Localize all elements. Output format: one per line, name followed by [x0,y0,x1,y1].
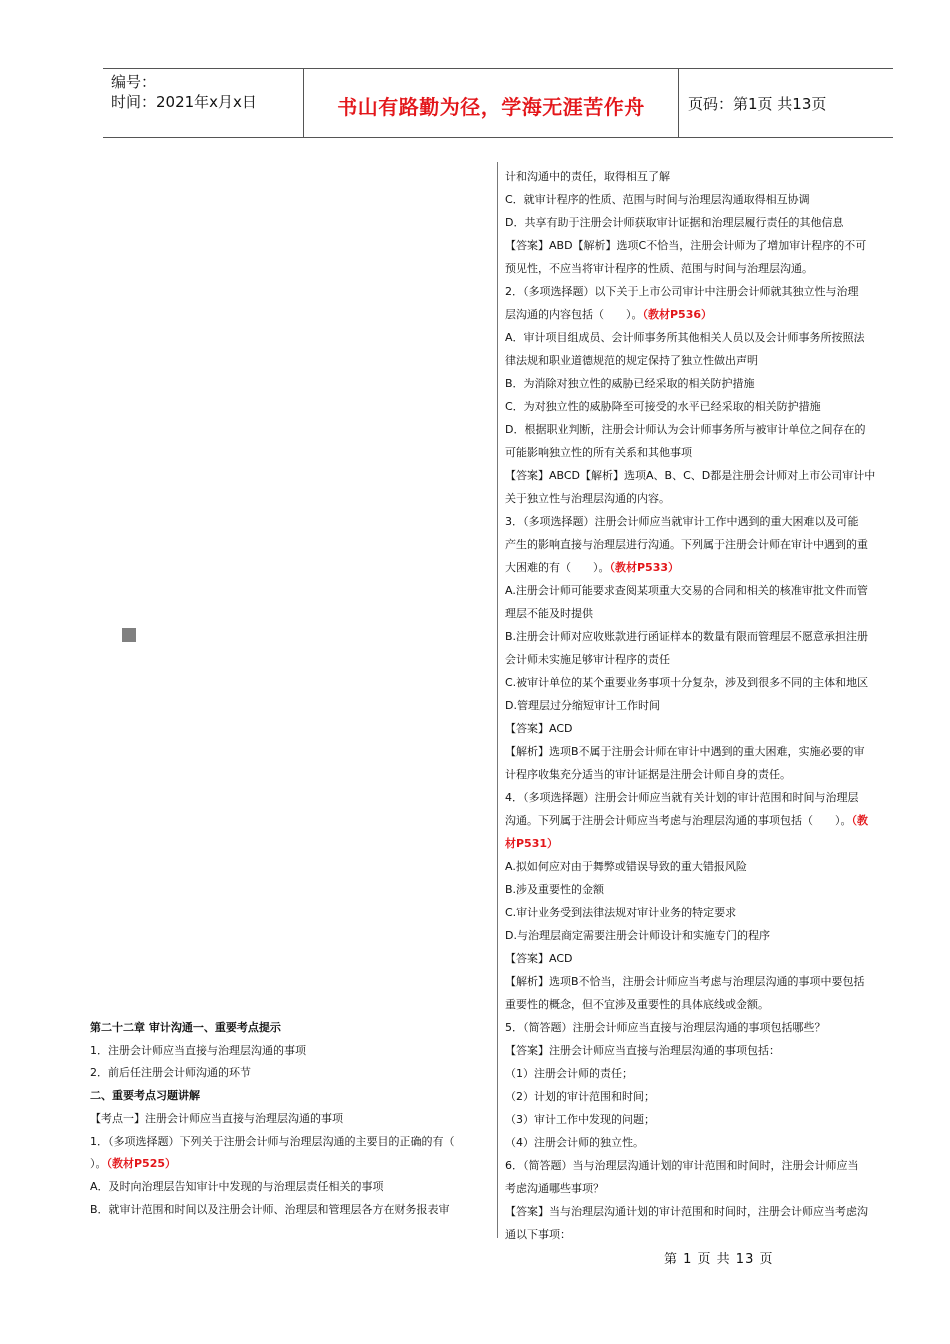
question-line: 3．（多项选择题）注册会计师应当就审计工作中遇到的重大困难以及可能 [505,515,859,528]
text-line: 预见性，不应当将审计程序的性质、范围与时间与治理层沟通。 [505,262,813,275]
question-line: 5．（简答题）注册会计师应当直接与治理层沟通的事项包括哪些？ [505,1021,826,1034]
question-line: 4．（多项选择题）注册会计师应当就有关计划的审计范围和时间与治理层 [505,791,859,804]
text-line: 理层不能及时提供 [505,607,593,620]
text-line: A．及时向治理层告知审计中发现的与治理层责任相关的事项 [90,1179,384,1193]
column-divider [497,162,498,1238]
text-line: 关于独立性与治理层沟通的内容。 [505,492,670,505]
question-line: 产生的影响直接与治理层进行沟通。下列属于注册会计师在审计中遇到的重 [505,538,868,551]
question-line [505,832,905,855]
text-line: （4）注册会计师的独立性。 [505,1136,644,1149]
text-line: 2．前后任注册会计师沟通的环节 [90,1066,251,1080]
text-line: 会计师未实施足够审计程序的责任 [505,653,670,666]
header-page-cell [678,69,893,137]
page-footer: 第 1 页 共 13 页 [664,1252,774,1267]
text-line: 【考点一】注册会计师应当直接与治理层沟通的事项 [90,1111,343,1125]
text-line: 律法规和职业道德规范的规定保持了独立性做出声明 [505,354,758,367]
text-line: A.注册会计师可能要求查阅某项重大交易的合同和相关的核准审批文件而管 [505,584,868,597]
text-line: 1．注册会计师应当直接与治理层沟通的事项 [90,1043,306,1057]
text-line: 【答案】ACD [505,722,573,735]
text-line: D．根据职业判断，注册会计师认为会计师事务所与被审计单位之间存在的 [505,423,866,436]
right-column [505,165,905,1246]
question-line: 大困难的有（ ）。（教材P533） [505,561,680,574]
motto: 书山有路勤为径，学海无涯苦作舟 [337,95,645,119]
header-motto-cell [303,69,679,137]
text-line: B．为消除对独立性的威胁已经采取的相关防护措施 [505,377,755,390]
text-line: D.与治理层商定需要注册会计师设计和实施专门的程序 [505,929,770,942]
text-line: 【解析】选项B不属于注册会计师在审计中遇到的重大困难，实施必要的审 [505,745,865,758]
text-line: 【答案】ABD【解析】选项C不恰当，注册会计师为了增加审计程序的不可 [505,239,867,252]
text-line: 【答案】当与治理层沟通计划的审计范围和时间时，注册会计师应当考虑沟 [505,1205,868,1218]
text-line: C.审计业务受到法律法规对审计业务的特定要求 [505,906,737,919]
text-line: （3）审计工作中发现的问题； [505,1113,655,1126]
text-line: 重要性的概念，但不宜涉及重要性的具体底线或金额。 [505,998,769,1011]
time-label: 时间：2021年x月x日 [111,93,257,111]
text-line: （1）注册会计师的责任； [505,1067,633,1080]
text-line: D.管理层过分缩短审计工作时间 [505,699,660,712]
text-line: B．就审计范围和时间以及注册会计师、治理层和管理层各方在财务报表审 [90,1202,450,1216]
text-line: 通以下事项： [505,1228,571,1241]
question-line: 1．（多项选择题）下列关于注册会计师与治理层沟通的主要目的正确的有（ [90,1134,455,1148]
text-line: C.被审计单位的某个重要业务事项十分复杂，涉及到很多不同的主体和地区 [505,676,869,689]
question-line: 沟通。下列属于注册会计师应当考虑与治理层沟通的事项包括（ ）。（教 [505,814,868,827]
text-line: （2）计划的审计范围和时间； [505,1090,655,1103]
question-line: 层沟通的内容包括（ ）。（教材P536） [505,308,713,321]
text-line: 计和沟通中的责任，取得相互了解 [505,170,670,183]
page-label: 页码：第1页 共13页 [688,95,827,113]
textbook-ref: （教材P533） [609,561,680,574]
question-line: 考虑沟通哪些事项？ [505,1182,604,1195]
placeholder-square-icon [122,628,136,642]
section-heading: 二、重要考点习题讲解 [90,1089,200,1103]
question-line: 6．（简答题）当与治理层沟通计划的审计范围和时间时，注册会计师应当 [505,1159,859,1172]
left-column [90,1017,490,1221]
text-line: 【答案】ABCD【解析】选项A、B、C、D都是注册会计师对上市公司审计中 [505,469,876,482]
text-line: C．就审计程序的性质、范围与时间与治理层沟通取得相互协调 [505,193,810,206]
textbook-ref: 材P531） [505,837,559,850]
text-line: C．为对独立性的威胁降至可接受的水平已经采取的相关防护措施 [505,400,821,413]
textbook-ref: （教材P536） [642,308,713,321]
chapter-heading: 第二十二章 审计沟通一、重要考点提示 [90,1021,281,1034]
question-line: ）。（教材P525） [90,1157,177,1171]
text-line: 【答案】注册会计师应当直接与治理层沟通的事项包括： [505,1044,780,1057]
textbook-ref: （教材P525） [106,1157,177,1171]
text-line: B.涉及重要性的金额 [505,883,605,896]
number-label: 编号： [111,73,157,91]
header-meta-cell [103,69,303,137]
text-line: 【解析】选项B不恰当，注册会计师应当考虑与治理层沟通的事项中要包括 [505,975,865,988]
textbook-ref: （教 [851,814,868,827]
question-line: 2．（多项选择题）以下关于上市公司审计中注册会计师就其独立性与治理 [505,285,859,298]
text-line: 【答案】ACD [505,952,573,965]
text-line: A．审计项目组成员、会计师事务所其他相关人员以及会计师事务所按照法 [505,331,865,344]
text-line: D．共享有助于注册会计师获取审计证据和治理层履行责任的其他信息 [505,216,844,229]
text-line: A.拟如何应对由于舞弊或错误导致的重大错报风险 [505,860,747,873]
text-line: B.注册会计师对应收账款进行函证样本的数量有限而管理层不愿意承担注册 [505,630,869,643]
text-line: 可能影响独立性的所有关系和其他事项 [505,446,692,459]
text-line: 计程序收集充分适当的审计证据是注册会计师自身的责任。 [505,768,791,781]
header-table [103,68,893,138]
